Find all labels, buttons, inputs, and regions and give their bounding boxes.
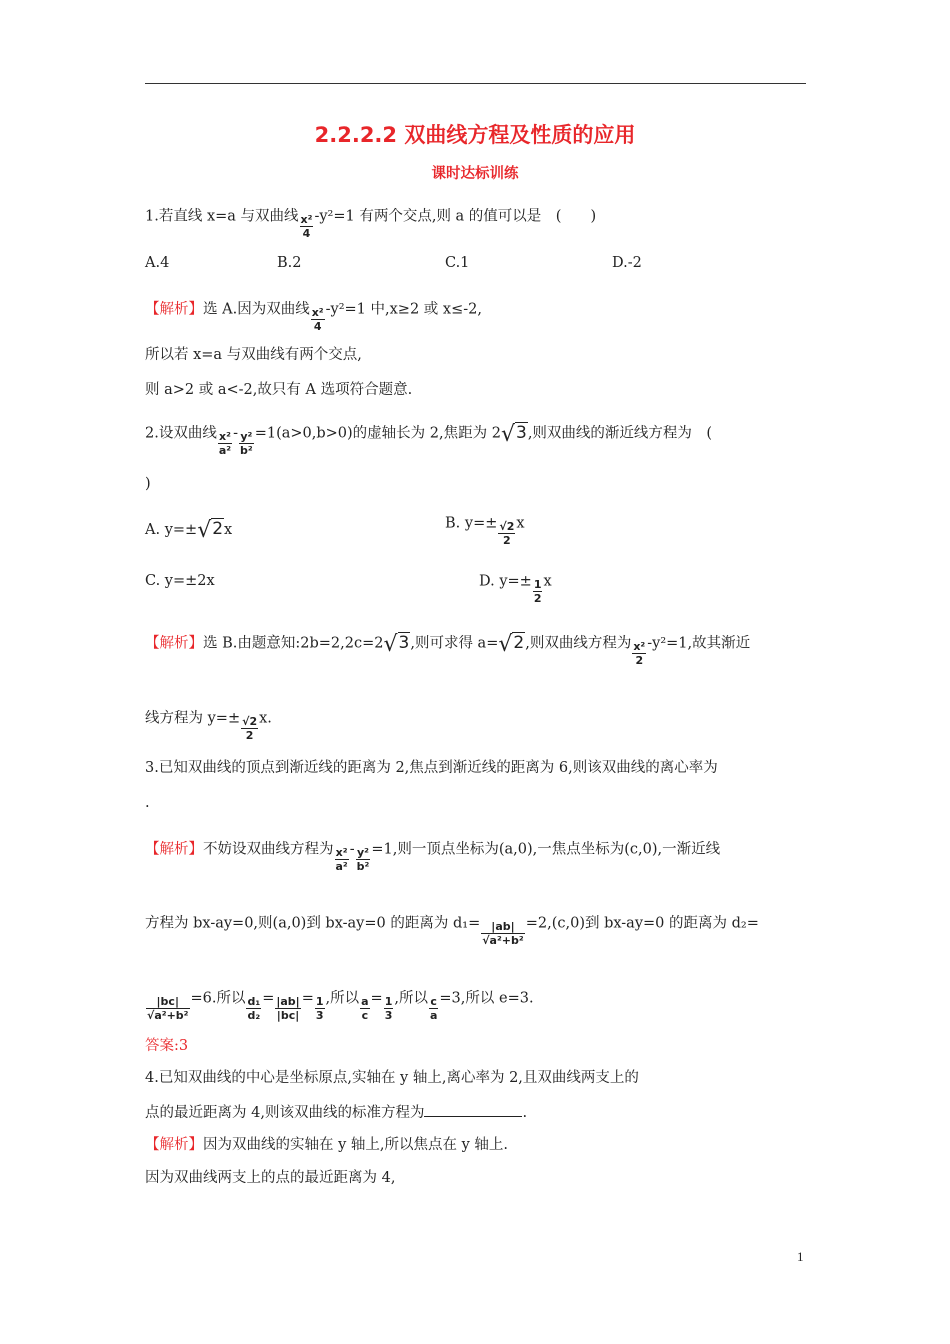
q1-solution-line1: 【解析】选 A.因为双曲线 $\frac{\text{x²}}{4}$ -y²=1 中,x≥2 或 x≤-2, (145, 301, 482, 333)
q4-solution-line1: 【解析】因为双曲线的实轴在 y 轴上,所以焦点在 y 轴上. (145, 1137, 509, 1153)
q3-fraction-d2: $\frac{|bc|}{\text{√a²+b²}}$ (147, 995, 189, 1022)
q3-fraction-ratio3: $\frac{1}{3}$ (315, 995, 324, 1022)
q1-option-d: D.-2 (612, 255, 642, 271)
q3-fraction-ratio2: $\frac{|ab|}{|bc|}$ (276, 995, 300, 1022)
q1-option-b: B.2 (277, 255, 302, 271)
q1-solution-line3: 则 a>2 或 a<-2,故只有 A 选项符合题意. (145, 382, 413, 398)
sqrt-icon: √ (498, 631, 513, 657)
q3-fraction-y: $\frac{\text{y²}}{\text{b²}}$ (356, 846, 370, 873)
q3-fraction-ratio5: $\frac{1}{3}$ (384, 995, 393, 1022)
q2-stem: 2.设双曲线 $\frac{\text{x²}}{\text{a²}}$ - $\frac{\text{y²}}{\text{b²}}$ =1(a>0,b>0)的虚轴长为 2,焦距为 2√3,则双曲线的渐近线方程为 ( (145, 421, 713, 457)
q3-fraction-ratio6: $\frac{c}{a}$ (429, 995, 438, 1022)
q2-fraction-y: $\frac{\text{y²}}{\text{b²}}$ (240, 430, 253, 457)
q2-option-a: A. y=±√2x (145, 518, 233, 543)
q2-solution-line1: 【解析】选 B.由题意知:2b=2,2c=2√3,则可求得 a=√2,则双曲线方程为 $\frac{\text{x²}}{2}$ -y²=1,故其渐近 (145, 631, 751, 667)
q3-solution-line1: 【解析】不妨设双曲线方程为 $\frac{\text{x²}}{\text{a²}}$ - $\frac{\text{y²}}{\text{b²}}$ =1,则一顶点坐标为(a,0),一焦点坐标为(c,0),一渐近线 (145, 841, 721, 873)
q2-option-b-fraction: $\frac{√2}{2}$ (499, 520, 515, 547)
solution-tag: 【解析】 (145, 1137, 203, 1153)
q2-option-c: C. y=±2x (145, 573, 215, 589)
q1-solution-line2: 所以若 x=a 与双曲线有两个交点, (145, 347, 362, 363)
solution-tag: 【解析】 (145, 301, 203, 318)
q3-answer: 答案:3 (145, 1038, 189, 1054)
page-number: 1 (797, 1249, 804, 1264)
sqrt-icon: √ (500, 421, 515, 447)
q2-solution2-fraction: $\frac{√2}{2}$ (242, 715, 258, 742)
q1-stem: 1.若直线 x=a 与双曲线 $\frac{\text{x²}}{4}$ -y²=1 有两个交点,则 a 的值可以是 ( ) (145, 208, 597, 240)
q3-fraction-ratio1: $\frac{\text{d₁}}{\text{d₂}}$ (247, 995, 261, 1022)
q2-stem-line2: ) (145, 476, 151, 492)
header-rule (145, 83, 806, 84)
q3-fraction-x: $\frac{\text{x²}}{\text{a²}}$ (335, 846, 348, 873)
q2-fraction-x: $\frac{\text{x²}}{\text{a²}}$ (218, 430, 232, 457)
q3-stem: 3.已知双曲线的顶点到渐近线的距离为 2,焦点到渐近线的距离为 6,则该双曲线的离心率为 (145, 760, 718, 776)
sqrt-icon: √ (197, 518, 212, 543)
solution-tag: 【解析】 (145, 635, 203, 652)
q4-stem-line2: 点的最近距离为 4,则该双曲线的标准方程为 . (145, 1102, 527, 1123)
q1-fraction: $\frac{\text{x²}}{4}$ (300, 213, 313, 240)
q2-option-d: D. y=± $\frac{1}{2}$ x (479, 573, 552, 605)
q4-solution-line2: 因为双曲线两支上的点的最近距离为 4, (145, 1170, 396, 1186)
q3-fraction-d1: $\frac{|ab|}{\text{√a²+b²}}$ (482, 920, 524, 947)
q2-option-b: B. y=± $\frac{√2}{2}$ x (445, 515, 525, 547)
q1-option-a: A.4 (145, 255, 170, 271)
q2-option-d-fraction: $\frac{1}{2}$ (533, 578, 542, 605)
sqrt-icon: √ (383, 631, 398, 657)
q4-stem-line1: 4.已知双曲线的中心是坐标原点,实轴在 y 轴上,离心率为 2,且双曲线两支上的 (145, 1070, 639, 1086)
page-subtitle: 课时达标训练 (431, 166, 519, 182)
q3-solution-line2: 方程为 bx-ay=0,则(a,0)到 bx-ay=0 的距离为 d₁= $\frac{|ab|}{\text{√a²+b²}}$ =2,(c,0)到 bx-ay=0 的距离为 d₂= (145, 915, 759, 947)
q1-option-c: C.1 (445, 255, 470, 271)
page-title: 2.2.2.2 双曲线方程及性质的应用 (314, 123, 636, 147)
q3-stem-line2: . (145, 795, 150, 811)
q2-solution-line2: 线方程为 y=± $\frac{√2}{2}$ x. (145, 710, 272, 742)
q3-solution-line3: $\frac{|bc|}{\text{√a²+b²}}$ =6.所以 $\frac{\text{d₁}}{\text{d₂}}$ = $\frac{|ab|}{|bc|}$ = $\frac{1}{3}$ ,所以 $\frac{a}{c}$ = $\frac{1}{3}$ ,所以 $\frac{c}{a}$ =3,所以 e=3. (147, 990, 534, 1022)
answer-blank (424, 1102, 522, 1117)
q1-solution-fraction: $\frac{\text{x²}}{4}$ (311, 306, 324, 333)
q2-solution-fraction: $\frac{\text{x²}}{2}$ (633, 640, 646, 667)
solution-tag: 【解析】 (145, 841, 203, 858)
q3-fraction-ratio4: $\frac{a}{c}$ (361, 995, 369, 1022)
